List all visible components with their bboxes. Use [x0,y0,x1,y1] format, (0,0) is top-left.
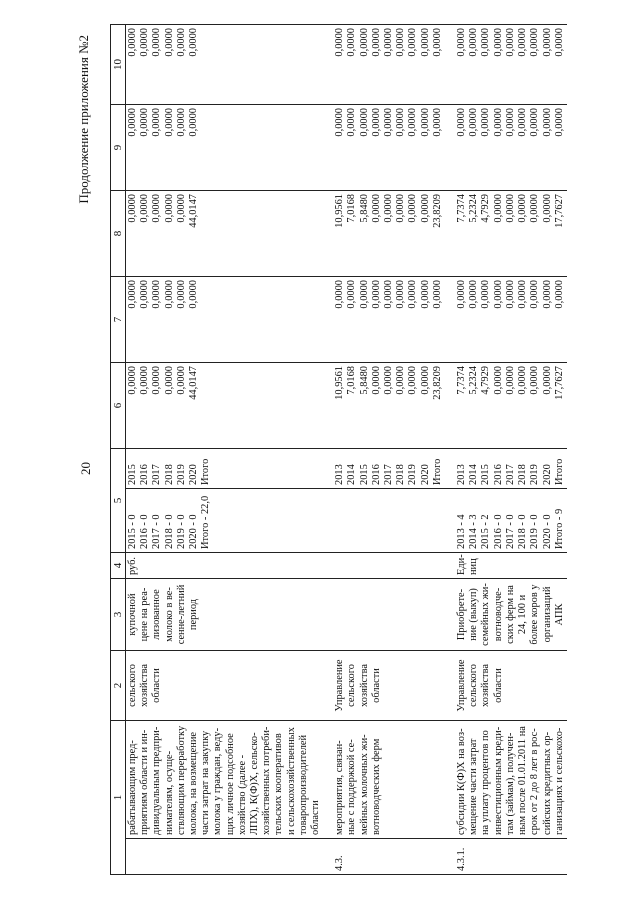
row-spacer [323,25,333,875]
page-number: 20 [78,462,93,475]
col-header-5: 5 [111,449,126,553]
row-years: 2015 2016 2017 2018 2019 2020 Итого [126,449,324,489]
row-col10: 0,0000 0,0000 0,0000 0,0000 0,0000 0,0000 [126,25,324,105]
col-header-1: 1 [111,721,126,875]
row-unit: руб. [126,553,324,579]
row-col8: 7,7374 5,2324 4,7929 0,0000 0,0000 0,0000 0,0000 0,0000 17,7627 [455,191,567,277]
table-row [455,25,567,875]
row-col6: 7,7374 5,2324 4,7929 0,0000 0,0000 0,0000 0,0000 0,0000 17,7627 [455,363,567,449]
column-number-row [111,25,126,875]
row-col10: 0,0000 0,0000 0,0000 0,0000 0,0000 0,0000 0,0000 0,0000 0,0000 [333,25,445,105]
row-indicator: Приобрете- ние (выкуп) семейных жи- вотноводче- ских ферм на 24, 100 и более коров у организаций АПК [455,579,567,651]
document-page [70,25,565,875]
row-targets [333,489,445,553]
col-header-7: 7 [111,277,126,363]
col-header-8: 8 [111,191,126,277]
row-code: 4.3.1. [455,839,567,875]
row-col7: 0,0000 0,0000 0,0000 0,0000 0,0000 0,0000 0,0000 0,0000 0,0000 [455,277,567,363]
row-name: субсидии К(Ф)Х на воз- мещение части затрат на уплату процентов по инвестиционным креди- там (займам), получен- ным после 01.01.2011 на срок от 2 до 8 лет в рос- сийских кредитных ор- ганизациях и сельскохо- [455,721,567,839]
row-executor: Управление сельского хозяйства области [333,651,445,721]
row-name: рабатывающим пред- приятиям области и ин- дивидуальным предпри- нимателям, осуще- ствляющим переработку молока, на возмещение части затрат на закупку молока у граждан, веду- щих личное подсобное хозяйство (далее - ЛПХ), К(Ф)Х, сельско- хозяйственных потреби- тельских кооперативов и сельскохозяйственных товаропроизводителей области [126,721,324,839]
row-col8: 10,9561 7,0168 5,8480 0,0000 0,0000 0,0000 0,0000 0,0000 23,8209 [333,191,445,277]
row-targets: 2013 - 4 2014 - 3 2015 - 2 2016 - 0 2017 - 0 2018 - 0 2019 - 0 2020 - 0 Итого - 9 [455,489,567,553]
table-row [126,25,324,875]
row-indicator: купочной цене на реа- лизованное молоко в ве- сенне-летний период [126,579,324,651]
row-col10: 0,0000 0,0000 0,0000 0,0000 0,0000 0,0000 0,0000 0,0000 0,0000 [455,25,567,105]
col-header-2: 2 [111,651,126,721]
row-targets: 2015 - 0 2016 - 0 2017 - 0 2018 - 0 2019 - 0 2020 - 0 Итого - 22,0 [126,489,324,553]
row-col6: 0,0000 0,0000 0,0000 0,0000 0,0000 44,0147 [126,363,324,449]
row-col7: 0,0000 0,0000 0,0000 0,0000 0,0000 0,0000 0,0000 0,0000 0,0000 [333,277,445,363]
row-years: 2013 2014 2015 2016 2017 2018 2019 2020 Итого [333,449,445,489]
row-indicator [333,579,445,651]
row-col9: 0,0000 0,0000 0,0000 0,0000 0,0000 0,0000 0,0000 0,0000 0,0000 [333,105,445,191]
row-years: 2013 2014 2015 2016 2017 2018 2019 2020 Итого [455,449,567,489]
row-col7: 0,0000 0,0000 0,0000 0,0000 0,0000 0,0000 [126,277,324,363]
program-table [110,24,567,875]
row-col9: 0,0000 0,0000 0,0000 0,0000 0,0000 0,0000 [126,105,324,191]
col-header-3: 3 [111,579,126,651]
row-col6: 10,9561 7,0168 5,8480 0,0000 0,0000 0,0000 0,0000 0,0000 23,8209 [333,363,445,449]
col-header-10: 10 [111,25,126,105]
col-header-9: 9 [111,105,126,191]
page-header [70,25,102,875]
row-name: мероприятия, связан- ные с поддержкой се- мейных молочных жи- вотноводческих ферм [333,721,445,839]
row-executor: сельского хозяйства области [126,651,324,721]
row-code [126,839,324,875]
col-header-4: 4 [111,553,126,579]
table-row [333,25,445,875]
row-code: 4.3. [333,839,445,875]
row-unit [333,553,445,579]
col-header-6: 6 [111,363,126,449]
row-unit: Еди- ниц [455,553,567,579]
row-executor: Управление сельского хозяйства области [455,651,567,721]
continuation-heading: Продолжение приложения №2 [76,35,91,204]
row-spacer [445,25,455,875]
row-col8: 0,0000 0,0000 0,0000 0,0000 0,0000 44,0147 [126,191,324,277]
row-col9: 0,0000 0,0000 0,0000 0,0000 0,0000 0,0000 0,0000 0,0000 0,0000 [455,105,567,191]
